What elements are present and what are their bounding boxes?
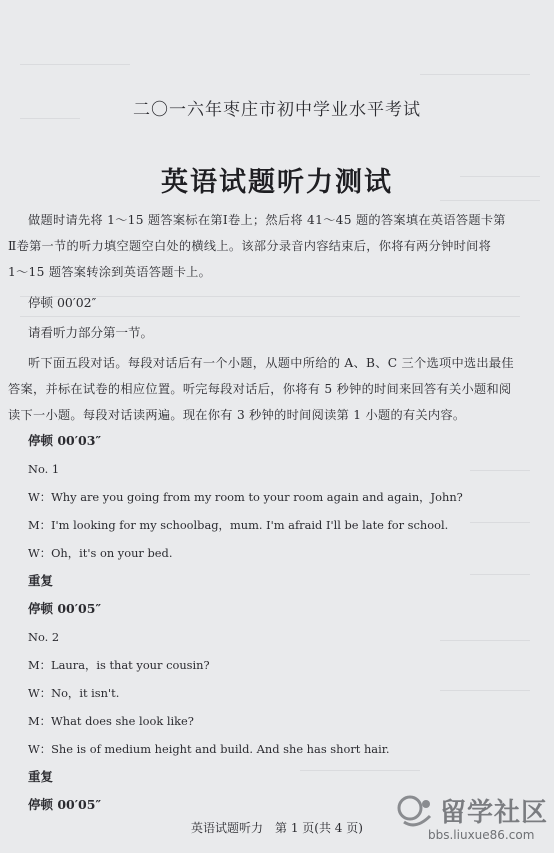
directions-line: 读下一小题。每段对话读两遍。现在你有 3 秒钟的时间阅读第 1 小题的有关内容。 [8, 408, 466, 422]
pause-marker: 停顿 00′02″ [28, 295, 97, 310]
section-intro: 请看听力部分第一节。 [28, 325, 154, 340]
directions-line: 答案，并标在试卷的相应位置。听完每段对话后，你将有 5 秒钟的时间来回答有关小题和阅 [8, 382, 512, 396]
instruction-line: 1～15 题答案转涂到英语答题卡上。 [8, 265, 212, 279]
pause-marker: 停顿 00′05″ [28, 601, 102, 616]
instruction-line: Ⅱ卷第一节的听力填空题空白处的横线上。该部分录音内容结束后，你将有两分钟时间将 [8, 239, 492, 253]
page-title: 英语试题听力测试 [161, 167, 393, 198]
watermark-url: bbs.liuxue86.com [428, 828, 535, 842]
site-watermark [388, 790, 548, 850]
dialogue-line: W：Why are you going from my room to your room again and again，John? [28, 490, 463, 504]
pause-marker: 停顿 00′05″ [28, 797, 102, 812]
dialogue-line: W：No，it isn't. [28, 686, 120, 700]
dialogue-line: M：What does she look like? [28, 714, 194, 728]
repeat-marker: 重复 [28, 769, 54, 784]
dialogue-number: No. 1 [28, 462, 60, 476]
dialogue-number: No. 2 [28, 630, 60, 644]
repeat-marker: 重复 [28, 573, 54, 588]
page-footer: 英语试题听力 第 1 页(共 4 页) [191, 821, 363, 835]
exam-header: 二〇一六年枣庄市初中学业水平考试 [133, 100, 421, 120]
dialogue-line: M：I'm looking for my schoolbag，mum. I'm afraid I'll be late for school. [28, 518, 449, 532]
dialogue-line: W：Oh，it's on your bed. [28, 546, 173, 560]
instruction-line: 做题时请先将 1～15 题答案标在第Ⅰ卷上；然后将 41～45 题的答案填在英语答题卡第 [28, 213, 506, 227]
dialogue-line: M：Laura，is that your cousin? [28, 658, 210, 672]
watermark-title: 留学社区 [440, 798, 549, 828]
directions-line: 听下面五段对话。每段对话后有一个小题，从题中所给的 A、B、C 三个选项中选出最佳 [28, 356, 514, 370]
dialogue-line: W：She is of medium height and build. And she has short hair. [28, 742, 390, 756]
pause-marker: 停顿 00′03″ [28, 433, 102, 448]
